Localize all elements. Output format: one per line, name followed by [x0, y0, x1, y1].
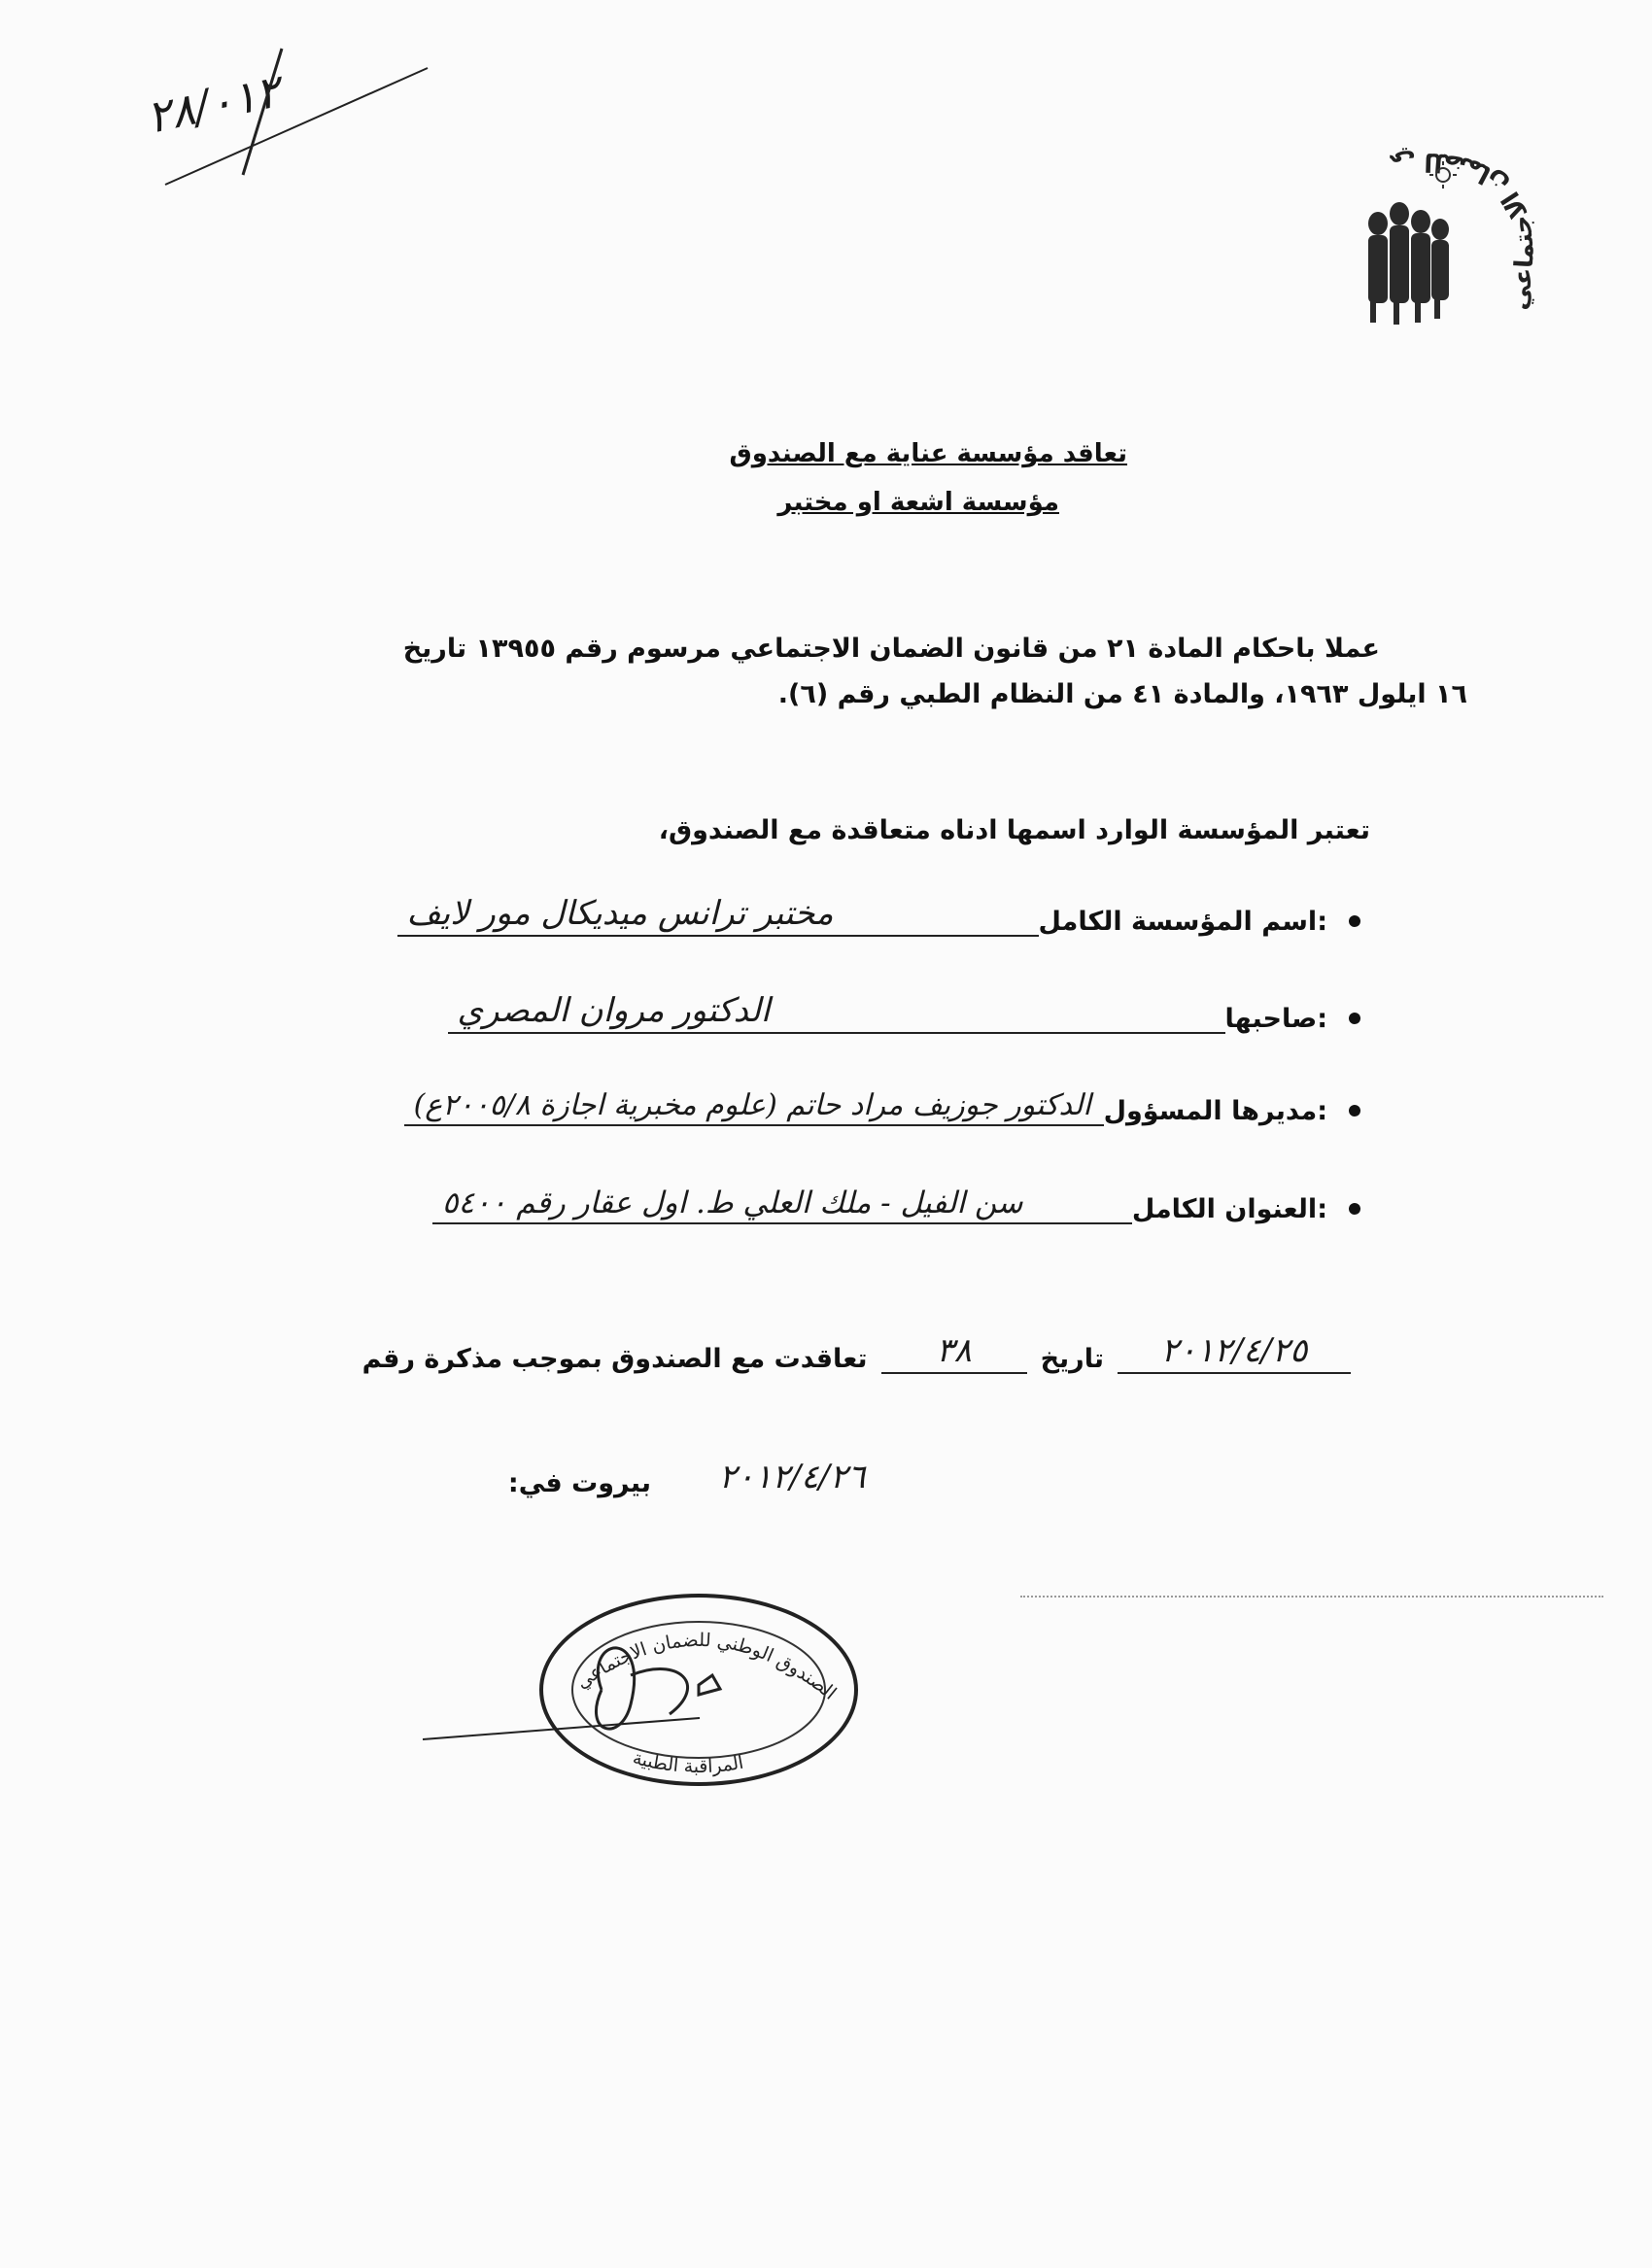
field-value: الدكتور جوزيف مراد حاتم (علوم مخبرية اجازة ٢٠٠٥/٨ع) [404, 1088, 1104, 1126]
contract-text: تعاقدت مع الصندوق بموجب مذكرة رقم [361, 1344, 868, 1374]
place-date [508, 1458, 923, 1498]
place-date-value: ٢٠١٢/٤/٢٦ [718, 1458, 866, 1496]
memo-number: ٣٨ [881, 1331, 1027, 1374]
statement: تعتبر المؤسسة الوارد اسمها ادناه متعاقدة مع الصندوق، [658, 815, 1370, 845]
corner-note-strokes [155, 39, 447, 214]
scan-mark [1020, 1596, 1603, 1598]
title-line-2: مؤسسة اشعة او مختبر [777, 488, 1059, 517]
field-value: الدكتور مروان المصري [448, 991, 1225, 1034]
bullet [1349, 1013, 1360, 1024]
field-label: العنوان الكامل: [1131, 1194, 1327, 1224]
bullet [1349, 1203, 1360, 1215]
svg-text:المراقبة الطبية [631, 1747, 745, 1777]
field-label: مديرها المسؤول: [1103, 1096, 1327, 1126]
field-label: اسم المؤسسة الكامل: [1038, 907, 1327, 937]
intro-line-1: عملا باحكام المادة ٢١ من قانون الضمان الاجتماعي مرسوم رقم ١٣٩٥٥ تاريخ [402, 634, 1380, 664]
field-label: صاحبها: [1224, 1004, 1327, 1034]
stamp-graphic [543, 1598, 854, 1782]
contract-line [362, 1331, 1351, 1374]
corner-note: ٢٨/٠١٢ [141, 64, 286, 144]
field-director [404, 1088, 1360, 1126]
official-stamp [539, 1594, 858, 1786]
logo-text: ي للضمان الاجتماعي [1389, 146, 1540, 313]
field-owner [448, 991, 1360, 1034]
field-institution-name [397, 894, 1360, 937]
intro-line-2: ١٦ ايلول ١٩٦٣، والمادة ٤١ من النظام الطبي رقم (٦). [777, 679, 1467, 709]
people-group-logo-icon [1234, 117, 1584, 340]
bullet [1349, 1105, 1360, 1117]
field-address [432, 1186, 1360, 1224]
date-label: تاريخ [1040, 1344, 1104, 1374]
stamp-bottom-text: المراقبة الطبية [630, 1746, 745, 1778]
stamp-top-text: الصندوق الوطني للضمان الاجتماعي [571, 1629, 841, 1704]
contract-date: ٢٠١٢/٤/٢٥ [1118, 1331, 1351, 1374]
place-label: بيروت في: [507, 1468, 651, 1498]
field-value: مختبر ترانس ميديكال مور لايف [397, 894, 1039, 937]
title-line-1: تعاقد مؤسسة عناية مع الصندوق [729, 439, 1127, 468]
field-value: سن الفيل - ملك العلي ط. اول عقار رقم ٥٤٠٠ [432, 1186, 1132, 1224]
bullet [1349, 915, 1360, 927]
signature-stroke [418, 1710, 709, 1749]
logo [1234, 117, 1584, 340]
